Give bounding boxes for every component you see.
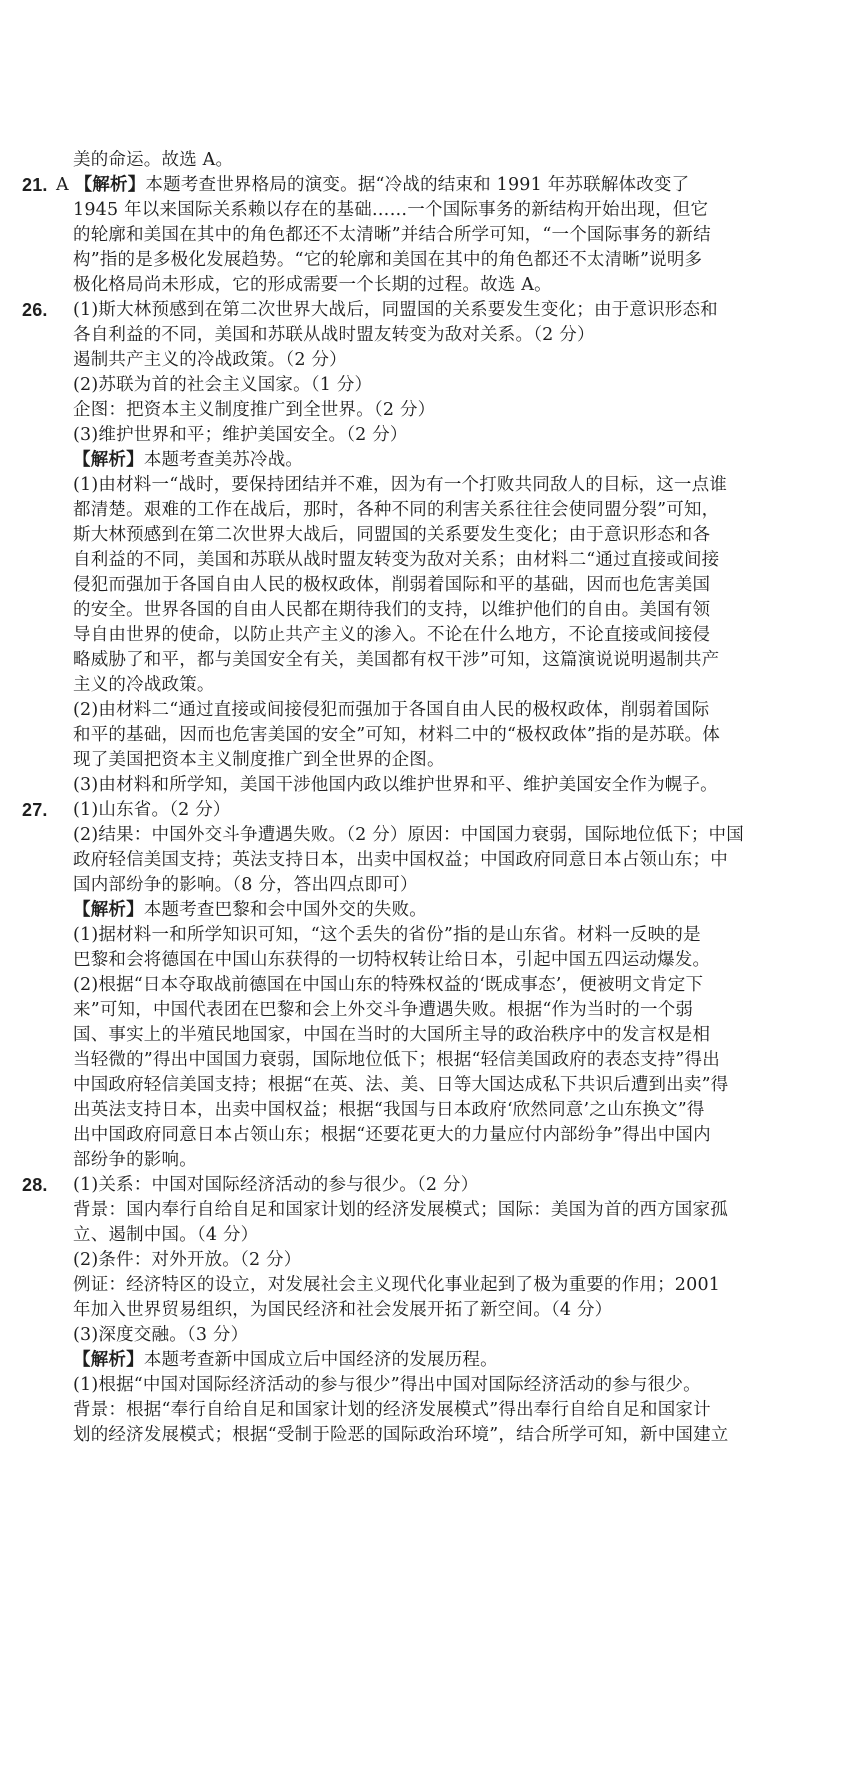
line-text: 【解析】本题考查美苏冷战。 [73, 450, 304, 470]
line-text: (2)条件：对外开放。（2 分） [73, 1250, 302, 1270]
line-text: 极化格局尚未形成，它的形成需要一个长期的过程。故选 A。 [73, 275, 552, 295]
line-text: 现了美国把资本主义制度推广到全世界的企图。 [73, 750, 445, 770]
question-number: 26. [22, 300, 48, 320]
line-text: (1)关系：中国对国际经济活动的参与很少。（2 分） [73, 1175, 479, 1195]
line-text: 年加入世界贸易组织，为国民经济和社会发展开拓了新空间。（4 分） [73, 1300, 613, 1320]
line-text: 1945 年以来国际关系赖以存在的基础……一个国际事务的新结构开始出现，但它 [73, 200, 709, 220]
line-text: A 【解析】本题考查世界格局的演变。据“冷战的结束和 1991 年苏联解体改变了 [56, 175, 690, 195]
question-number: 21. [22, 175, 48, 195]
line-text: 和平的基础，因而也危害美国的安全”可知，材料二中的“极权政体”指的是苏联。体 [73, 725, 720, 745]
line-text: 的轮廓和美国在其中的角色都还不太清晰”并结合所学可知，“一个国际事务的新结 [73, 225, 711, 245]
line-text: 导自由世界的使命，以防止共产主义的渗入。不论在什么地方，不论直接或间接侵 [73, 625, 711, 645]
line-text: 主义的冷战政策。 [73, 675, 215, 695]
line-text: 背景：国内奉行自给自足和国家计划的经济发展模式；国际：美国为首的西方国家孤 [73, 1200, 728, 1220]
line-text: 【解析】本题考查巴黎和会中国外交的失败。 [73, 900, 428, 920]
analysis-marker: 【解析】 [74, 175, 146, 195]
line-text: (2)由材料二“通过直接或间接侵犯而强加于各国自由人民的极权政体，削弱着国际 [73, 700, 710, 720]
line-text: 各自利益的不同，美国和苏联从战时盟友转变为敌对关系。（2 分） [73, 325, 595, 345]
line-text: (1)斯大林预感到在第二次世界大战后，同盟国的关系要发生变化；由于意识形态和 [73, 300, 718, 320]
line-text: 划的经济发展模式；根据“受制于险恶的国际政治环境”，结合所学可知，新中国建立 [73, 1425, 729, 1445]
line-text: (3)维护世界和平；维护美国安全。（2 分） [73, 425, 408, 445]
line-text: 企图：把资本主义制度推广到全世界。（2 分） [73, 400, 436, 420]
analysis-marker: 【解析】 [73, 900, 144, 920]
question-number: 28. [22, 1175, 48, 1195]
line-text: 略威胁了和平，都与美国安全有关，美国都有权干涉”可知，这篇演说说明遏制共产 [73, 650, 720, 670]
line-text: (2)苏联为首的社会主义国家。（1 分） [73, 375, 373, 395]
line-text: 巴黎和会将德国在中国山东获得的一切特权转让给日本，引起中国五四运动爆发。 [73, 950, 711, 970]
line-text: 遏制共产主义的冷战政策。（2 分） [73, 350, 347, 370]
line-text: 中国政府轻信美国支持；根据“在英、法、美、日等大国达成私下共识后遭到出卖”得 [73, 1075, 729, 1095]
line-text: (1)据材料一和所学知识可知，“这个丢失的省份”指的是山东省。材料一反映的是 [73, 925, 701, 945]
line-text: 背景：根据“奉行自给自足和国家计划的经济发展模式”得出奉行自给自足和国家计 [73, 1400, 711, 1420]
line-text: 来”可知，中国代表团在巴黎和会上外交斗争遭遇失败。根据“作为当时的一个弱 [73, 1000, 694, 1020]
line-text: 当轻微的”得出中国国力衰弱，国际地位低下；根据“轻信美国政府的表态支持”得出 [73, 1050, 720, 1070]
line-text: 政府轻信美国支持；英法支持日本，出卖中国权益；中国政府同意日本占领山东；中 [73, 850, 728, 870]
line-text: 美的命运。故选 A。 [73, 150, 234, 170]
line-text: 国、事实上的半殖民地国家，中国在当时的大国所主导的政治秩序中的发言权是相 [73, 1025, 711, 1045]
line-text: (3)由材料和所学知，美国干涉他国内政以维护世界和平、维护美国安全作为幌子。 [73, 775, 718, 795]
line-text: 出中国政府同意日本占领山东；根据“还要花更大的力量应付内部纷争”得出中国内 [73, 1125, 711, 1145]
line-text: 例证：经济特区的设立，对发展社会主义现代化事业起到了极为重要的作用；2001 [73, 1275, 721, 1295]
line-text: 国内部纷争的影响。（8 分，答出四点即可） [73, 875, 418, 895]
analysis-marker: 【解析】 [73, 450, 144, 470]
line-text: 都清楚。艰难的工作在战后，那时，各种不同的利害关系往往会使同盟分裂”可知， [73, 500, 720, 520]
line-text: 立、遏制中国。（4 分） [73, 1225, 259, 1245]
line-text: (1)根据“中国对国际经济活动的参与很少”得出中国对国际经济活动的参与很少。 [73, 1375, 701, 1395]
line-text: 部纷争的影响。 [73, 1150, 197, 1170]
analysis-marker: 【解析】 [73, 1350, 144, 1370]
line-text: (1)由材料一“战时，要保持团结并不难，因为有一个打败共同敌人的目标，这一点谁 [73, 475, 728, 495]
line-text: 斯大林预感到在第二次世界大战后，同盟国的关系要发生变化；由于意识形态和各 [73, 525, 711, 545]
line-text: 构”指的是多极化发展趋势。“它的轮廓和美国在其中的角色都还不太清晰”说明多 [73, 250, 703, 270]
line-text: (3)深度交融。（3 分） [73, 1325, 249, 1345]
line-text: 出英法支持日本，出卖中国权益；根据“我国与日本政府‘欣然同意’之山东换文”得 [73, 1100, 705, 1120]
line-text: (2)根据“日本夺取战前德国在中国山东的特殊权益的‘既成事态’，便被明文肯定下 [73, 975, 704, 995]
line-text: (2)结果：中国外交斗争遭遇失败。（2 分）原因：中国国力衰弱，国际地位低下；中国 [73, 825, 744, 845]
line-text: 自利益的不同，美国和苏联从战时盟友转变为敌对关系；由材料二“通过直接或间接 [73, 550, 720, 570]
line-text: (1)山东省。（2 分） [73, 800, 231, 820]
line-text: 【解析】本题考查新中国成立后中国经济的发展历程。 [73, 1350, 498, 1370]
line-text: 侵犯而强加于各国自由人民的极权政体，削弱着国际和平的基础，因而也危害美国 [73, 575, 711, 595]
line-text: 的安全。世界各国的自由人民都在期待我们的支持，以维护他们的自由。美国有领 [73, 600, 711, 620]
question-number: 27. [22, 800, 48, 820]
